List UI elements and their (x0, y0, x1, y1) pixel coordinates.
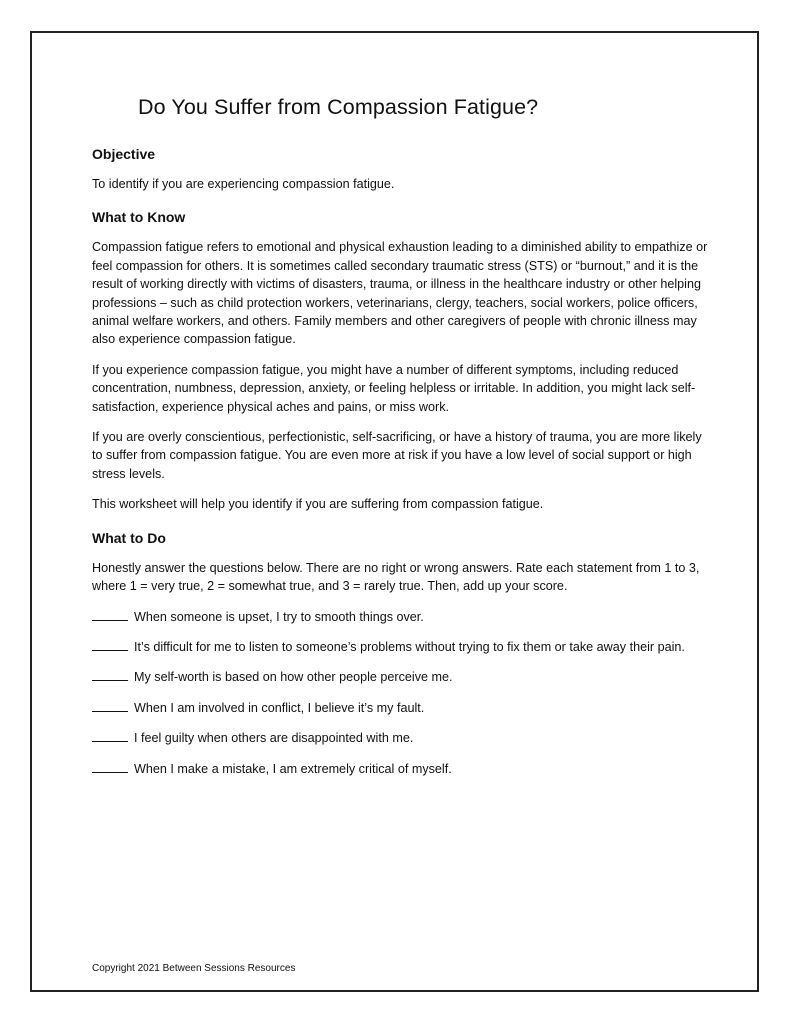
score-blank[interactable] (92, 668, 128, 681)
objective-heading: Objective (92, 146, 156, 162)
score-blank[interactable] (92, 699, 128, 712)
question-item (92, 668, 712, 686)
question-item (92, 699, 712, 717)
question-item (92, 638, 712, 656)
what-to-know-heading: What to Know (92, 209, 186, 226)
question-item (92, 729, 712, 747)
question-item (92, 760, 712, 778)
know-paragraph-2: If you experience compassion fatigue, you might have a number of different symptoms, including reduced concentration, numbness, depression, anxiety, or feeling helpless or irritable. In addition, you might lack self-satisfaction, experience physical aches and pains, or miss work. (92, 362, 696, 414)
question-text: It’s difficult for me to listen to someone’s problems without trying to fix them or take away their pain. (134, 639, 685, 654)
question-item (92, 608, 712, 626)
question-text: When I make a mistake, I am extremely critical of myself. (134, 761, 452, 776)
score-blank[interactable] (92, 638, 128, 651)
question-text: I feel guilty when others are disappointed with me. (134, 731, 414, 746)
what-to-do-heading: What to Do (92, 529, 166, 546)
question-text: My self-worth is based on how other people perceive me. (134, 670, 453, 685)
know-paragraph-3: If you are overly conscientious, perfectionistic, self-sacrificing, or have a history of trauma, you are more likely to suffer from compassion fatigue. You are even more at risk if you have a low level of social support or high stress levels. (92, 430, 702, 481)
copyright-footer: Copyright 2021 Between Sessions Resources (92, 963, 296, 974)
score-blank[interactable] (92, 608, 128, 621)
know-paragraph-1: Compassion fatigue refers to emotional and physical exhaustion leading to a diminished ability to empathize or feel compassion for others. It is sometimes called secondary traumatic stress (STS) or “burnout,” and it is the result of working directly with victims of disasters, trauma, or illness in the healthcare industry or other helping professions – such as child protection workers, veterinarians, clergy, teachers, social workers, police officers, animal welfare workers, and others. Family members and other caregivers of people with chronic illness may also experience compassion fatigue. (92, 240, 708, 347)
score-blank[interactable] (92, 760, 128, 773)
question-text: When someone is upset, I try to smooth things over. (134, 609, 424, 624)
know-paragraph-4: This worksheet will help you identify if you are suffering from compassion fatigue. (92, 497, 544, 512)
question-text: When I am involved in conflict, I believe it’s my fault. (134, 700, 425, 715)
worksheet-title: Do You Suffer from Compassion Fatigue? (138, 95, 539, 119)
worksheet-body (92, 144, 712, 778)
score-blank[interactable] (92, 729, 128, 742)
instructions-text: Honestly answer the questions below. There are no right or wrong answers. Rate each statement from 1 to 3, where 1 = very true, 2 = somewhat true, and 3 = rarely true. Then, add up your score. (92, 560, 700, 594)
objective-text: To identify if you are experiencing compassion fatigue. (92, 177, 395, 191)
